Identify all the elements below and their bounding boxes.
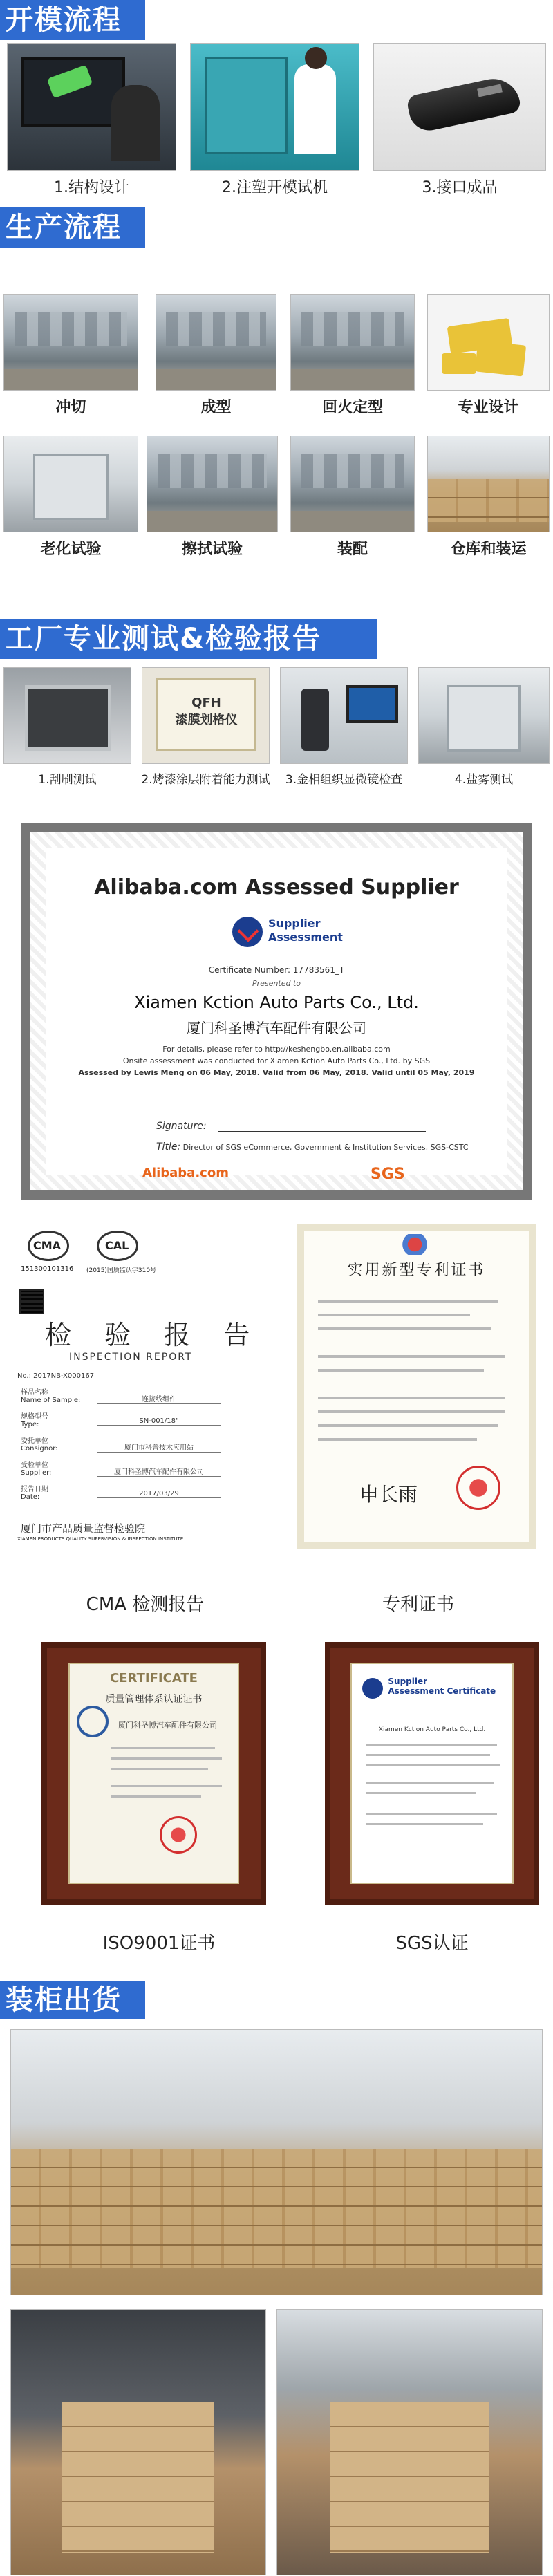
production-photo-aging-test bbox=[3, 436, 138, 532]
test-photo-microscope bbox=[280, 667, 408, 764]
sgs-logo: SGS bbox=[371, 1166, 405, 1183]
patent-certificate bbox=[297, 1224, 536, 1549]
mold-photo-structure-design bbox=[7, 43, 176, 171]
test-label-4: 4.盐雾测试 bbox=[454, 773, 514, 787]
section-title-production-process: 生产流程 bbox=[0, 207, 145, 248]
patent-emblem-icon bbox=[401, 1234, 429, 1255]
production-photo-tempering bbox=[290, 294, 415, 391]
sgs-cert-company: Xiamen Kction Auto Parts Co., Ltd. bbox=[378, 1726, 486, 1733]
sgs-caption: SGS认证 bbox=[395, 1933, 469, 1954]
production-step-label-7: 装配 bbox=[337, 541, 368, 558]
shipping-photo-truck-loading bbox=[276, 2309, 543, 2575]
iso-red-seal-icon bbox=[160, 1816, 197, 1854]
cma-footer-cn: 厦门市产品质量监督检验院 bbox=[21, 1522, 146, 1535]
supplier-assessment-badge-icon bbox=[232, 917, 263, 947]
production-photo-warehouse bbox=[427, 436, 550, 532]
alibaba-cert-number: Certificate Number: 17783561_T bbox=[208, 965, 345, 975]
cma-mark-label: CMA bbox=[33, 1239, 62, 1252]
cma-mark-sub: 151300101316 bbox=[21, 1265, 74, 1273]
shipping-photo-warehouse-stock bbox=[10, 2029, 543, 2295]
iso-company: 厦门科圣博汽车配件有限公司 bbox=[118, 1720, 217, 1730]
alibaba-cert-presented: Presented to bbox=[252, 979, 301, 988]
mold-step-label-2: 2.注塑开模试机 bbox=[222, 179, 328, 196]
section-title-testing: 工厂专业测试&检验报告 bbox=[0, 619, 377, 659]
alibaba-cert-details: For details, please refer to http://keshengbo.en.alibaba.com bbox=[162, 1045, 391, 1054]
cma-report-number: No.: 2017NB-X000167 bbox=[17, 1372, 95, 1380]
signature-line bbox=[218, 1131, 426, 1132]
cma-report-title: 检 验 报 告 bbox=[45, 1320, 263, 1350]
cal-mark-label: CAL bbox=[105, 1239, 129, 1252]
alibaba-cert-assessed: Assessed by Lewis Meng on 06 May, 2018. Valid from 06 May, 2018. Valid until 05 May, 2019 bbox=[78, 1068, 475, 1077]
alibaba-cert-title: Alibaba.com Assessed Supplier bbox=[94, 875, 459, 899]
patent-caption: 专利证书 bbox=[382, 1594, 454, 1615]
cma-row-value-4: 厦门科圣博汽车配件有限公司 bbox=[97, 1466, 221, 1477]
alibaba-logo: Alibaba.com bbox=[142, 1166, 229, 1180]
cma-row-label-4: 受检单位 Supplier: bbox=[21, 1462, 52, 1477]
production-step-label-8: 仓库和装运 bbox=[450, 541, 527, 558]
sgs-badge-icon bbox=[362, 1678, 383, 1699]
production-photo-design bbox=[427, 294, 550, 391]
alibaba-cert-title-label: Title: bbox=[156, 1141, 181, 1152]
production-step-label-6: 擦拭试验 bbox=[181, 541, 243, 558]
cma-row-value-1: 连接线组件 bbox=[97, 1393, 221, 1404]
section-title-mold-process: 开模流程 bbox=[0, 0, 145, 40]
cal-mark-sub: (2015)国质监认字310号 bbox=[86, 1267, 157, 1274]
production-step-label-1: 冲切 bbox=[55, 399, 86, 416]
cma-report-caption: CMA 检测报告 bbox=[86, 1594, 205, 1615]
production-step-label-4: 专业设计 bbox=[458, 399, 519, 416]
production-photo-wipe-test bbox=[147, 436, 278, 532]
alibaba-cert-company-cn: 厦门科圣博汽车配件有限公司 bbox=[187, 1020, 366, 1036]
iso-frame-title: CERTIFICATE bbox=[110, 1670, 198, 1686]
sgs-cert-header: Supplier Assessment Certificate bbox=[388, 1676, 496, 1696]
sgs-certificate bbox=[325, 1642, 539, 1905]
cma-row-label-1: 样品名称 Name of Sample: bbox=[21, 1389, 81, 1404]
production-photo-forming bbox=[156, 294, 276, 391]
test-label-2: 2.烤漆涂层附着能力测试 bbox=[141, 773, 270, 787]
test-photo-salt-spray bbox=[418, 667, 550, 764]
test-photo-scratch bbox=[3, 667, 131, 764]
mold-photo-finished-part bbox=[373, 43, 546, 171]
test-photo-coating-adhesion bbox=[142, 667, 270, 764]
mold-step-label-3: 3.接口成品 bbox=[422, 179, 498, 196]
test-label-3: 3.金相组织显微镜检查 bbox=[285, 773, 403, 787]
production-step-label-2: 成型 bbox=[200, 399, 232, 416]
iso9001-certificate bbox=[41, 1642, 266, 1905]
cma-row-label-3: 委托单位 Consignor: bbox=[21, 1437, 58, 1453]
cma-row-value-2: SN-001/18" bbox=[97, 1417, 221, 1426]
alibaba-assessed-supplier-certificate bbox=[21, 823, 532, 1200]
cma-row-label-2: 规格型号 Type: bbox=[21, 1413, 48, 1428]
production-photo-assembly bbox=[290, 436, 415, 532]
production-step-label-3: 回火定型 bbox=[321, 399, 383, 416]
alibaba-cert-signer-title bbox=[156, 1141, 468, 1152]
alibaba-cert-signature-label: Signature: bbox=[156, 1121, 207, 1132]
cma-row-label-5: 报告日期 Date: bbox=[21, 1486, 48, 1501]
test-label-1: 1.刮刷测试 bbox=[38, 773, 97, 787]
iso-inner-title: 质量管理体系认证证书 bbox=[105, 1693, 203, 1705]
section-title-shipping: 装柜出货 bbox=[0, 1981, 145, 2019]
supplier-assessment-badge-text: Supplier Assessment bbox=[268, 917, 343, 944]
cma-row-value-3: 厦门市科普技术应用站 bbox=[97, 1441, 221, 1453]
cma-footer-en: XIAMEN PRODUCTS QUALITY SUPERVISION & INSPECTION INSTITUTE bbox=[17, 1536, 184, 1542]
mold-photo-injection-molding bbox=[190, 43, 359, 171]
alibaba-cert-onsite: Onsite assessment was conducted for Xiamen Kction Auto Parts Co., Ltd. by SGS bbox=[122, 1056, 431, 1065]
coating-tester-label: QFH 漆膜划格仪 bbox=[175, 696, 238, 727]
cma-report-subtitle: INSPECTION REPORT bbox=[69, 1352, 193, 1363]
alibaba-cert-company-en: Xiamen Kction Auto Parts Co., Ltd. bbox=[134, 993, 419, 1012]
patent-signature: 申长雨 bbox=[359, 1483, 418, 1506]
qr-code-icon bbox=[19, 1289, 44, 1314]
shipping-photo-container-loading bbox=[10, 2309, 266, 2575]
production-photo-punching bbox=[3, 294, 138, 391]
patent-title: 实用新型专利证书 bbox=[347, 1262, 486, 1279]
cma-row-value-5: 2017/03/29 bbox=[97, 1490, 221, 1498]
production-step-label-5: 老化试验 bbox=[40, 541, 102, 558]
mold-step-label-1: 1.结构设计 bbox=[54, 179, 129, 196]
iso9001-caption: ISO9001证书 bbox=[102, 1933, 216, 1954]
alibaba-cert-title-value: Director of SGS eCommerce, Government & Institution Services, SGS-CSTC bbox=[182, 1143, 469, 1152]
cma-inspection-report bbox=[7, 1224, 276, 1576]
patent-red-seal-icon bbox=[456, 1466, 500, 1510]
